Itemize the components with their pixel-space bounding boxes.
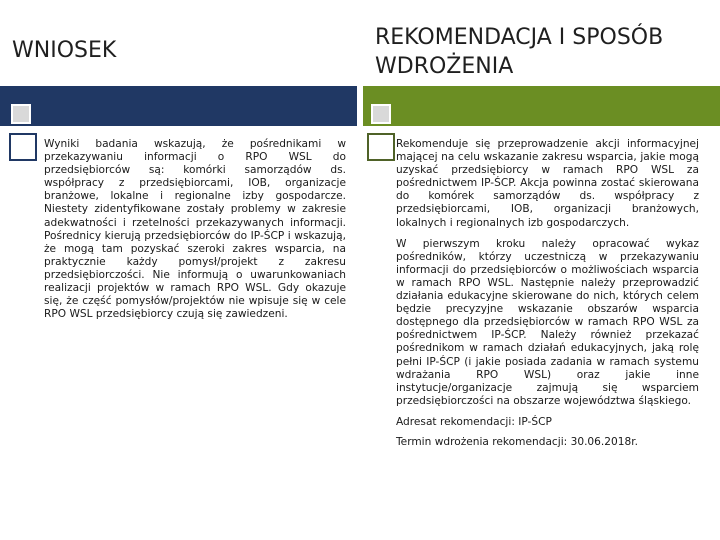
conclusion-text: Wyniki badania wskazują, że pośrednikami w przekazywaniu informacji o RPO WSL do przedsiębiorców są: komórki samorządów ds. współpracy z przedsiębiorcami, IOB, organizacje branżowe, lokalne i regionalne izby gospodarcze. Niestety zidentyfikowane zostały problemy w zakresie adekwatności i rzetelności przekazywanych informacji. Pośrednicy kierują przedsiębiorców do IP-ŚCP i wskazują, że mogą tam pozyskać szeroki zakres wsparcia, na praktycznie każdy pomysł/projekt z zakresu przedsiębiorczości. Nie informują o uwarunkowaniach realizacji projektów w ramach RPO WSL. Gdy okazuje się, że część pomysłów/projektów nie wpisuje się w cele RPO WSL przedsiębiorcy czują się zawiedzeni.: [44, 138, 346, 321]
recommendation-deadline: Termin wdrożenia rekomendacji: 30.06.2018r.: [396, 435, 638, 448]
conclusion-header-bar: [0, 86, 357, 126]
bullet-square-light: [371, 104, 391, 124]
recommendation-header-bar: [363, 86, 720, 126]
conclusion-heading: WNIOSEK: [12, 38, 117, 63]
recommendation-paragraph-2: W pierwszym kroku należy opracować wykaz pośredników, którzy uczestniczą w przekazywaniu informacji do przedsiębiorców o możliwościach wsparcia w ramach RPO WSL. Następnie należy przeprowadzić działania edukacyjne skierowane do nich, których celem będzie precyzyjne wskazanie obszarów wsparcia dostępnego dla przedsiębiorców w ramach RPO WSL za pośrednictwem IP-ŚCP. Należy również przekazać pośrednikom w ramach działań edukacyjnych, jaką rolę pełni IP-ŚCP (i jakie posiada zadania w ramach systemu wdrażania RPO WSL) oraz jakie inne instytucje/organizacje zajmują się wsparciem przedsiębiorczości na obszarze województwa śląskiego.: [396, 237, 699, 407]
recommendation-addressee: Adresat rekomendacji: IP-ŚCP: [396, 415, 552, 428]
recommendation-paragraph-1: Rekomenduje się przeprowadzenie akcji informacyjnej mającej na celu wskazanie zakresu wsparcia, jakie mogą uzyskać przedsiębiorcy w ramach RPO WSL za pośrednictwem IP-ŚCP. Akcja powinna zostać skierowana do komórek samorządów ds. współpracy z przedsiębiorcami, IOB, organizacji branżowych, lokalnych i regionalnych izb gospodarczych.: [396, 138, 699, 229]
conclusion-body: [44, 138, 346, 329]
recommendation-body: [396, 138, 699, 456]
bullet-square-light: [11, 104, 31, 124]
recommendation-heading: REKOMENDACJA I SPOSÓB WDROŻENIA: [375, 25, 664, 79]
bullet-square-outline: [9, 133, 37, 161]
bullet-square-outline: [367, 133, 395, 161]
